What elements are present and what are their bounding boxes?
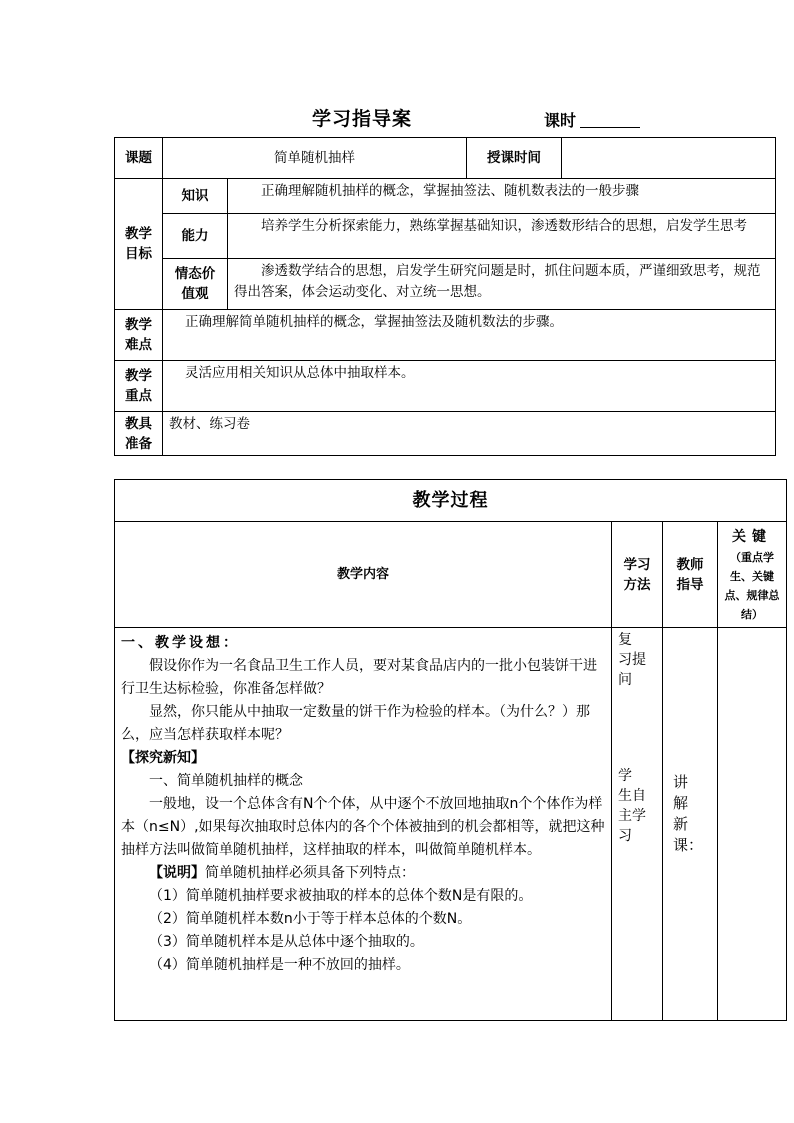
topic-value: 简单随机抽样 — [163, 138, 467, 179]
period-blank-line — [580, 127, 640, 128]
guide-cell — [663, 628, 718, 1021]
lesson-content-cell — [115, 628, 612, 1021]
method-cell — [612, 628, 663, 1021]
col-method-header — [612, 522, 663, 628]
teaching-process-table — [114, 479, 787, 1021]
goal-knowledge-label: 知识 — [163, 179, 228, 214]
note-line — [121, 862, 605, 885]
col-key-header — [718, 522, 787, 628]
process-heading: 教学过程 — [115, 480, 787, 522]
paragraph-3: 一般地，设一个总体含有N个个体，从中逐个不放回地抽取n个个体作为样本（n≤N）,如果每次抽取时总体内的各个个体被抽到的机会都相等，就把这种抽样方法叫做简单随机抽样，这样抽取的样本，叫做简单随机样本。 — [121, 796, 605, 858]
col-guide-text: 教师指导 — [676, 556, 704, 593]
col-key-title: 关键 — [732, 528, 772, 545]
col-method-text: 学习方法 — [623, 556, 651, 593]
goal-values-label — [163, 259, 228, 310]
feature-item: （1）简单随机抽样要求被抽取的样本的总体个数N是有限的。 — [149, 888, 533, 904]
subsection-title: 一、简单随机抽样的概念 — [149, 773, 303, 789]
key-notes-cell — [718, 628, 787, 1021]
time-label: 授课时间 — [467, 138, 562, 179]
paragraph-2: 显然，你只能从中抽取一定数量的饼干作为检验的样本。（为什么？）那么，应当怎样获取样本呢？ — [121, 704, 590, 743]
col-key-subtitle: （重点学生、关键点、规律总结） — [724, 550, 780, 621]
tools-label-text: 教具准备 — [125, 415, 152, 452]
guide-lecture: 讲解新课： — [673, 773, 704, 854]
paragraph-1: 假设你作为一名食品卫生工作人员，要对某食品店内的一批小包装饼干进行卫生达标检验，你准备怎样做？ — [121, 658, 597, 697]
tools-text: 教材、练习卷 — [163, 412, 776, 456]
goal-knowledge-text: 正确理解随机抽样的概念，掌握抽签法、随机数表法的一般步骤 — [228, 179, 776, 214]
topic-label: 课题 — [115, 138, 163, 179]
feature-item: （2）简单随机样本数n小于等于样本总体的个数N。 — [149, 911, 472, 927]
feature-item: （3）简单随机样本是从总体中逐个抽取的。 — [149, 934, 424, 950]
method-review: 复 习提问 — [618, 632, 646, 688]
page-title: 学习指导案 — [312, 108, 413, 130]
lesson-info-table — [114, 137, 776, 456]
key-label — [115, 361, 163, 412]
explore-title: 【探究新知】 — [121, 750, 205, 766]
difficulty-text: 正确理解简单随机抽样的概念，掌握抽签法及随机数法的步骤。 — [163, 310, 776, 361]
section1-title: 一、教学设想： — [121, 635, 240, 651]
tools-label — [115, 412, 163, 456]
col-guide-header — [663, 522, 718, 628]
period-label: 课时 — [544, 111, 577, 130]
goals-label — [115, 179, 163, 310]
goals-label-text: 教学目标 — [125, 226, 152, 262]
col-content-header: 教学内容 — [115, 522, 612, 628]
time-value — [562, 138, 776, 179]
goal-ability-text: 培养学生分析探索能力，熟练掌握基础知识，渗透数形结合的思想，启发学生思考 — [228, 214, 776, 259]
method-self-study: 学 生自 主学习 — [618, 768, 646, 844]
key-label-text: 教学重点 — [125, 368, 152, 404]
goal-values-text: 渗透数学结合的思想，启发学生研究问题是时，抓住问题本质，严谨细致思考，规范得出答案，体会运动变化、对立统一思想。 — [228, 259, 776, 310]
goal-values-label-text: 情态价值观 — [174, 266, 216, 302]
difficulty-label-text: 教学难点 — [125, 317, 152, 353]
goal-ability-label: 能力 — [163, 214, 228, 259]
key-text: 灵活应用相关知识从总体中抽取样本。 — [163, 361, 776, 412]
note-text: 简单随机抽样必须具备下列特点： — [205, 865, 415, 881]
feature-item: （4）简单随机抽样是一种不放回的抽样。 — [149, 957, 410, 973]
difficulty-label — [115, 310, 163, 361]
note-label: 【说明】 — [149, 865, 205, 881]
